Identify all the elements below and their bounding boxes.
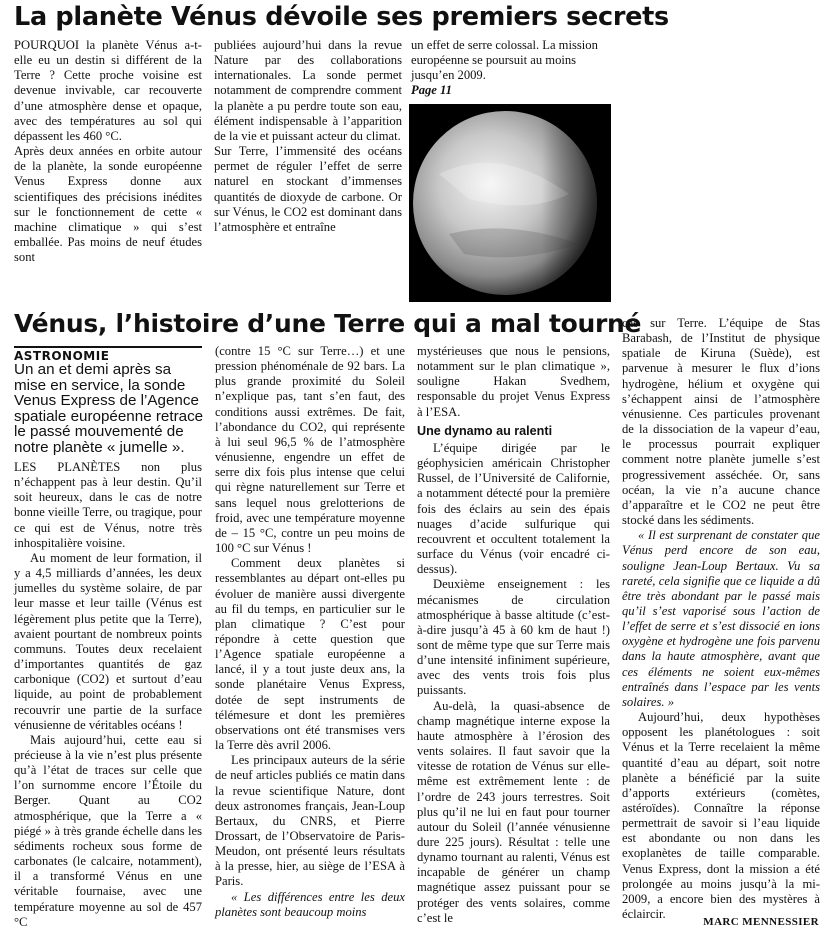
article2-column-1: [14, 460, 202, 930]
paragraph: Après deux années en orbite autour de la planète, la sonde européenne Venus Express donne aux scientifiques des précisions inédites sur le fonctionnement de cette « machine climatique » qui s’est emballée. Pas moins de neuf études sont: [14, 144, 202, 265]
paragraph: Deuxième enseignement : les mécanismes de circulation atmosphérique à basse altitude (c’est-à-dire jusqu’à 45 à 60 km de haut !) sont de même type que sur Terre mais d’une intensité infiniment supérieure, avec des vents trois fois plus puissants.: [417, 577, 610, 698]
paragraph: Au-delà, la quasi-absence de champ magnétique interne expose la haute atmosphère à l’érosion des vents solaires. Il faut savoir que la vitesse de rotation de Vénus sur elle-même est extrêmement lente : de l’ordre de 243 jours terrestres. Soit plus qu’il ne lui en faut pour tourner autour du Soleil (l’année vénusienne dure 225 jours). Résultat : telle une dynamo tournant au ralenti, Vénus est incapable de générer un champ magnétique assez puissant pour se protéger des vents solaires, comme c’est le: [417, 698, 610, 925]
paragraph: POURQUOI la planète Vénus a-t-elle eu un destin si différent de la Terre ? Cette proche voisine est devenue invivable, car recouverte d’une atmosphère dense et opaque, avec des températures au sol qui dépassent les 460 °C.: [14, 38, 202, 143]
article1-column-1: [14, 38, 202, 265]
article2-lede: Un an et demi après sa mise en service, la sonde Venus Express de l’Agence spatiale européenne retrace le passé mouvementé de notre planète « jumelle ».: [14, 361, 204, 456]
paragraph: LES PLANÈTES non plus n’échappent pas à leur destin. Qu’il soit heureux, dans le cas de notre bonne vieille Terre, ou tragique, pour ce qui est de Vénus, notre très inhospitalière voisine.: [14, 460, 202, 550]
quote-paragraph: mystérieuses que nous le pensions, notamment sur le plan climatique », souligne Hakan Svedhem, responsable du projet Venus Express à l’ESA.: [417, 344, 610, 419]
article2-headline: Vénus, l’histoire d’une Terre qui a mal tourné: [14, 309, 642, 338]
author-signature: MARC MENNESSIER: [703, 916, 819, 928]
paragraph: (contre 15 °C sur Terre…) et une pression phénoménale de 92 bars. La plus grande proximité du Soleil n’explique pas, tant s’en faut, des conditions aussi extrêmes. De fait, l’abondance du CO2, qui représente à lui seul 96,5 % de l’atmosphère vénusienne, engendre un effet de serre dix fois plus intense que celui qui règne naturellement sur Terre et sans lequel nous grelotterions de froid, avec une température moyenne de – 15 °C, contre un peu moins de 100 °C sur Vénus !: [215, 344, 405, 556]
article1-column-3: [411, 38, 611, 99]
paragraph: L’équipe dirigée par le géophysicien américain Christopher Russel, de l’Université de Californie, a notamment détecté pour la première fois des éclairs au sein des épais nuages d’acide sulfurique qui recouvrent et occultent totalement la surface du Vénus (voir encadré ci-dessus).: [417, 440, 610, 577]
paragraph: un effet de serre colossal. La mission européenne se poursuit au moins jusqu’en 2009.: [411, 38, 598, 83]
venus-photo: [409, 104, 611, 302]
quote-paragraph: « Les différences entre les deux planètes sont beaucoup moins: [215, 889, 405, 919]
paragraph: Au moment de leur formation, il y a 4,5 milliards d’années, les deux jumelles du système solaire, de par leur masse et leur taille (Vénus est légèrement plus petite que la Terre), avaient pourtant de nombreux points communs. Toutes deux recelaient d’importantes quantités de gaz carbonique (CO2) et surtout d’eau liquide, au point de probablement recouvrir une partie de la surface vénusienne de véritables océans !: [14, 550, 202, 732]
paragraph: Aujourd’hui, deux hypothèses opposent les planétologues : soit Vénus et la Terre recelaient la même quantité d’eau au départ, soit notre planète a bénéficié par la suite d’apports extérieurs (comètes, astéroïdes). Connaître la réponse permettrait de savoir si l’eau liquide est abondante ou non dans les exoplanètes de taille comparable. Venus Express, dont la mission a été prolongée au moins jusqu’à la mi-2009, a encore bien des mystères à éclaircir.: [622, 710, 820, 922]
article1-column-2: [214, 38, 402, 235]
paragraph: Sur Terre, l’immensité des océans permet de réguler l’effet de serre naturel en stockant d’immenses quantités de dioxyde de carbone. Or sur Vénus, le CO2 est dominant dans l’atmosphère et entraîne: [214, 144, 402, 234]
quote-paragraph: « Il est surprenant de constater que Vénus perd encore de son eau, souligne Jean-Loup Bertaux. Vu sa rareté, cela signifie que ce liquide a dû être très abondant par le passé mais qu’il s’est vaporisé sous l’action de l’effet de serre et s’est dissocié en ions oxygène et hydrogène une fois parvenu dans la haute atmosphère, avant que ces éléments ne soient eux-mêmes entraînés dans l’espace par les vents solaires. »: [622, 528, 820, 709]
article2-column-3: [417, 344, 610, 926]
paragraph: Les principaux auteurs de la série de neuf articles publiés ce matin dans la revue scientifique Nature, dont deux astronomes français, Jean-Loup Bertaux, du CNRS, et Pierre Drossart, de l’Observatoire de Paris-Meudon, ont présenté leurs résultats à la presse, hier, au siège de l’ESA à Paris.: [215, 753, 405, 889]
paragraph: Mais aujourd’hui, cette eau si précieuse à la vie n’est plus présente qu’à l’état de traces sur celle que l’on surnomme encore l’Étoile du Berger. Quant au CO2 atmosphérique, que la Terre a « piégé » à très grande échelle dans les sédiments rocheux sous forme de carbonates (le calcaire, notamment), il a transformé Vénus en une véritable fournaise, avec une température moyenne au sol de 457 °C: [14, 732, 202, 929]
page-reference: Page 11: [411, 83, 452, 98]
article1-headline: La planète Vénus dévoile ses premiers secrets: [14, 2, 669, 32]
section-kicker: ASTRONOMIE: [14, 346, 202, 363]
subheading: Une dynamo au ralenti: [417, 423, 553, 438]
venus-planet-icon: [409, 104, 611, 302]
paragraph: cas sur Terre. L’équipe de Stas Barabash, de l’Institut de physique spatiale de Kiruna (Suède), est parvenue à mesurer le flux d’ions hydrogène, hélium et oxygène qui s’échappent ainsi de l’atmosphère vénusienne. Ces particules provenant de la dissociation de la vapeur d’eau, le processus pourrait expliquer comment notre planète jumelle s’est progressivement asséchée. Or, sans océan, la vie n’a aucune chance d’apparaître et le CO2 ne peut être stocké dans les sédiments.: [622, 316, 820, 528]
paragraph: Comment deux planètes si ressemblantes au départ ont-elles pu évoluer de manière aussi divergente au fil du temps, en particulier sur le plan climatique ? C’est pour répondre à cette question que l’Agence spatiale européenne a lancé, il y a tout juste deux ans, la sonde planétaire Venus Express, dotée de sept instruments de télémesure et dont les premières observations ont été transmises vers la Terre dès avril 2006.: [215, 556, 405, 753]
article2-column-4: [622, 316, 820, 922]
paragraph: publiées aujourd’hui dans la revue Nature par des collaborations internationales. La sonde permet notamment de comprendre comment la planète a pu perdre toute son eau, élément indispensable à l’apparition de la vie et puissant acteur du climat.: [214, 38, 402, 143]
article2-column-2: [215, 344, 405, 920]
